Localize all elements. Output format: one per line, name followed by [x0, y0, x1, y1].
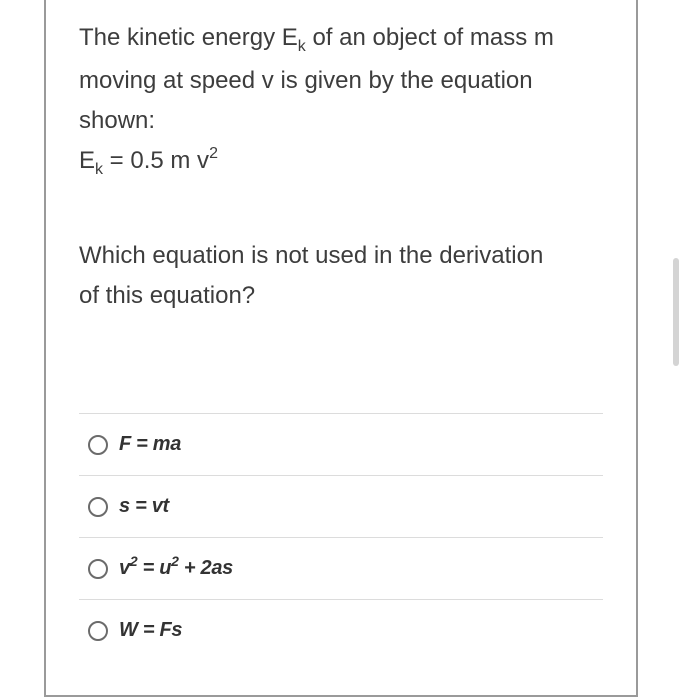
answer-3-sup-2: 2 — [171, 553, 179, 569]
equation-superscript-2: 2 — [209, 145, 218, 162]
kinetic-energy-equation — [79, 141, 609, 184]
equation-e: E — [79, 147, 96, 174]
answer-3-v: v — [119, 557, 130, 579]
answer-3-mid: = u — [137, 557, 172, 579]
scrollbar-thumb[interactable] — [673, 258, 679, 366]
question-line-3: shown: — [79, 107, 156, 134]
radio-button-3[interactable] — [88, 559, 108, 579]
equation-subscript-k: k — [95, 161, 104, 178]
question-line-1-start: The kinetic energy E — [79, 24, 298, 51]
answer-label-1[interactable]: F = ma — [119, 433, 182, 455]
question-line-1 — [79, 18, 609, 61]
subscript-k: k — [297, 38, 306, 55]
answer-options — [79, 413, 603, 661]
answer-3-end: + 2as — [178, 557, 234, 579]
radio-button-1[interactable] — [88, 435, 108, 455]
answer-label-2[interactable]: s = vt — [119, 495, 169, 517]
prompt-text — [79, 236, 609, 316]
answer-label-4[interactable]: W = Fs — [119, 619, 183, 641]
equation-body: = 0.5 m v — [103, 147, 210, 174]
radio-button-4[interactable] — [88, 621, 108, 641]
answer-option-1[interactable] — [79, 413, 603, 475]
question-text — [79, 18, 609, 184]
answer-option-4[interactable] — [79, 599, 603, 661]
radio-button-2[interactable] — [88, 497, 108, 517]
prompt-line-2: of this equation? — [79, 282, 256, 309]
question-line-1-end: of an object of mass m — [305, 24, 554, 51]
question-line-2: moving at speed v is given by the equation — [79, 67, 533, 94]
answer-option-3[interactable] — [79, 537, 603, 599]
answer-option-2[interactable] — [79, 475, 603, 537]
prompt-line-1: Which equation is not used in the derivation — [79, 242, 544, 269]
answer-label-3[interactable] — [119, 553, 234, 580]
answer-3-sup-1: 2 — [129, 553, 138, 569]
